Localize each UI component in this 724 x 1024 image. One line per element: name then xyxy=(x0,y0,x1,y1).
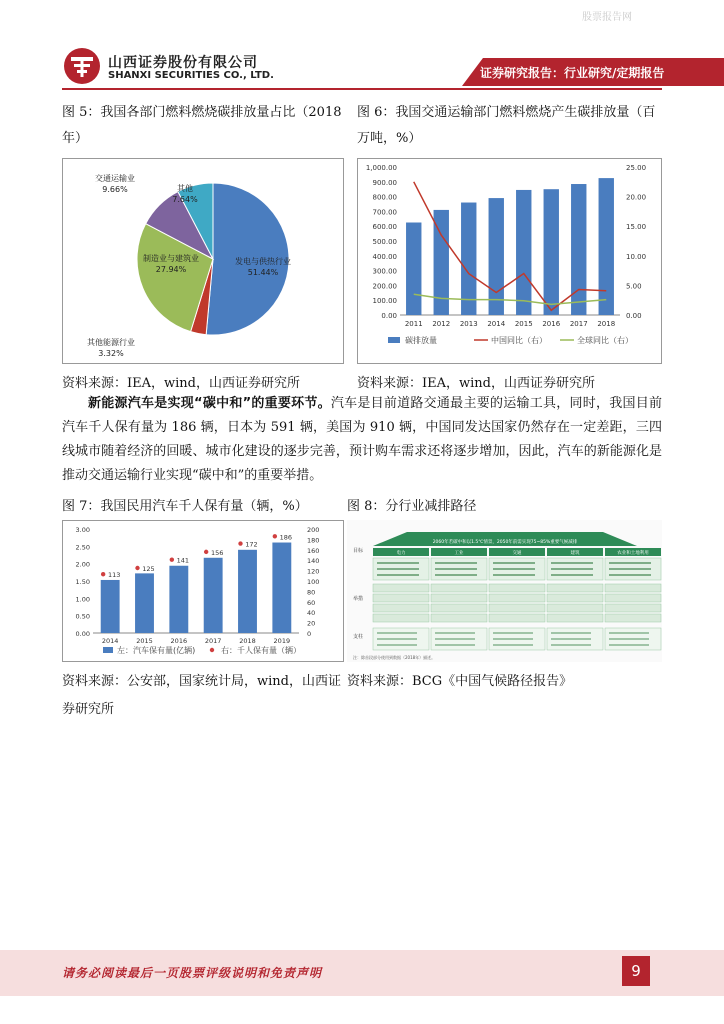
measure-cell xyxy=(373,594,429,602)
pillar-line xyxy=(377,644,417,646)
bar xyxy=(406,223,421,316)
measure-cell xyxy=(547,584,603,592)
x-tick: 2014 xyxy=(101,637,119,645)
pillar-line xyxy=(609,632,649,634)
x-tick: 2012 xyxy=(432,320,451,328)
bar xyxy=(238,550,257,633)
data-point xyxy=(135,566,139,570)
pie-label: 其他 xyxy=(177,184,193,193)
y-right-tick: 60 xyxy=(307,598,316,607)
y-left-tick: 700.00 xyxy=(372,208,397,217)
measure-cell xyxy=(489,614,545,622)
measure-cell xyxy=(605,614,661,622)
pillar-line xyxy=(435,644,475,646)
y-left-tick: 1.00 xyxy=(75,595,90,604)
bar xyxy=(599,178,614,315)
bar xyxy=(135,573,154,633)
pillar-line xyxy=(493,644,533,646)
measure-cell xyxy=(605,584,661,592)
legend-label: 左：汽车保有量(亿辆) xyxy=(117,646,196,655)
measure-cell xyxy=(605,604,661,612)
target-line xyxy=(551,574,593,576)
pillar-line xyxy=(551,638,591,640)
y-left-tick: 1.50 xyxy=(75,578,90,586)
combo-chart-transport xyxy=(358,159,661,363)
data-label: 141 xyxy=(176,556,190,565)
y-right-tick: 100 xyxy=(307,578,320,586)
legend-swatch xyxy=(210,648,214,652)
measure-cell xyxy=(605,594,661,602)
sector-name: 农业和土地利用 xyxy=(617,551,649,556)
pie-value: 27.94% xyxy=(155,265,187,274)
measure-cell xyxy=(431,604,487,612)
measure-cell xyxy=(489,604,545,612)
pillar-line xyxy=(435,632,475,634)
company-name-en: SHANXI SECURITIES CO., LTD. xyxy=(108,70,274,81)
target-line xyxy=(493,568,535,570)
fig8-diagram xyxy=(347,520,662,662)
bar xyxy=(544,189,559,315)
y-left-tick: 0.50 xyxy=(75,612,90,621)
x-tick: 2016 xyxy=(542,320,561,328)
bar xyxy=(461,203,476,315)
x-tick: 2013 xyxy=(459,320,478,328)
y-left-tick: 0.00 xyxy=(75,630,90,638)
pie-value: 9.66% xyxy=(102,185,128,194)
x-tick: 2016 xyxy=(170,637,188,645)
bar xyxy=(272,543,291,633)
pillar-line xyxy=(435,638,475,640)
pillar-line xyxy=(377,638,417,640)
pillar-line xyxy=(551,632,591,634)
fig7-title: 图 7：我国民用汽车千人保有量（辆，%） xyxy=(62,499,308,514)
target-line xyxy=(435,568,477,570)
fig6-chart xyxy=(357,158,662,364)
pillar-line xyxy=(493,632,533,634)
row-label: 支柱 xyxy=(353,634,364,640)
fig6-source: 资料来源：IEA，wind，山西证券研究所 xyxy=(357,376,595,391)
measure-cell xyxy=(489,594,545,602)
y-left-tick: 500.00 xyxy=(372,238,397,246)
body-paragraph xyxy=(62,392,662,488)
y-left-tick: 300.00 xyxy=(372,267,397,276)
y-left-tick: 600.00 xyxy=(372,223,397,232)
data-point xyxy=(204,550,208,554)
y-right-tick: 0.00 xyxy=(626,312,642,320)
pie-chart xyxy=(63,159,343,363)
target-line xyxy=(377,568,419,570)
bar xyxy=(101,580,120,633)
y-right-tick: 80 xyxy=(307,588,316,597)
y-right-tick: 20 xyxy=(307,619,316,628)
y-left-tick: 100.00 xyxy=(372,297,397,306)
target-line xyxy=(551,568,593,570)
legend-label: 右：千人保有量（辆） xyxy=(221,646,301,655)
fig6-title: 图 6：我国交通运输部门燃料燃烧产生碳排放量（百万吨，%） xyxy=(357,105,656,146)
data-label: 172 xyxy=(245,540,258,549)
para-body: 汽车是目前道路交通最主要的运输工具，同时，我国目前汽车千人保有量为 186 辆，日本为 591 辆，美国为 910 辆，中国同发达国家仍然存在一定差距，三四线城市随着经济的回暖、城市化建设的逐步完善，预计购车需求还将逐步增加，因此，汽车的新能源化是推动交通运输行业实现“碳中和”的重要举措。 xyxy=(62,396,662,483)
fig7-chart xyxy=(62,520,344,662)
row-label: 举措 xyxy=(353,596,364,602)
target-line xyxy=(435,562,477,564)
y-right-tick: 10.00 xyxy=(626,252,647,261)
legend-label: 中国同比（右） xyxy=(491,336,547,345)
x-tick: 2015 xyxy=(514,320,533,328)
legend-swatch xyxy=(103,647,113,653)
x-tick: 2018 xyxy=(239,637,256,645)
fig8-title: 图 8：分行业减排路径 xyxy=(347,499,477,514)
target-line xyxy=(435,574,477,576)
y-right-tick: 0 xyxy=(307,630,312,638)
measure-cell xyxy=(431,594,487,602)
measure-cell xyxy=(431,614,487,622)
y-right-tick: 5.00 xyxy=(626,282,642,291)
footer-disclaimer: 请务必阅读最后一页股票评级说明和免责声明 xyxy=(62,966,323,980)
legend-label: 碳排放量 xyxy=(405,336,437,345)
pillar-line xyxy=(609,638,649,640)
data-label: 156 xyxy=(210,548,224,557)
data-point xyxy=(170,557,174,561)
measure-cell xyxy=(373,604,429,612)
y-left-tick: 0.00 xyxy=(381,312,397,320)
data-point xyxy=(101,572,105,576)
y-right-tick: 140 xyxy=(307,557,320,566)
combo-chart-cars xyxy=(63,521,343,661)
reduction-path-diagram xyxy=(347,520,662,662)
page-number: 9 xyxy=(622,956,650,986)
y-left-tick: 200.00 xyxy=(372,282,397,291)
fig7-source: 资料来源：公安部，国家统计局，wind，山西证券研究所 xyxy=(62,674,341,717)
bar xyxy=(571,184,586,315)
pillar-line xyxy=(551,644,591,646)
pie-value: 3.32% xyxy=(98,349,124,358)
pillar-line xyxy=(609,644,649,646)
x-tick: 2019 xyxy=(273,637,291,645)
measure-cell xyxy=(547,614,603,622)
header-rule xyxy=(62,88,662,90)
pillar-line xyxy=(493,638,533,640)
data-label: 125 xyxy=(142,565,155,573)
data-point xyxy=(273,534,277,538)
data-label: 113 xyxy=(107,571,121,580)
bar xyxy=(169,566,188,633)
bar xyxy=(516,190,531,315)
y-right-tick: 40 xyxy=(307,609,316,618)
diagram-note: 注：除首段部分使用到数据（2018年）描述。 xyxy=(353,655,436,660)
fig5-chart xyxy=(62,158,344,364)
y-right-tick: 180 xyxy=(307,536,320,545)
y-left-tick: 400.00 xyxy=(372,252,397,261)
fig5-source: 资料来源：IEA，wind，山西证券研究所 xyxy=(62,376,300,391)
x-tick: 2017 xyxy=(569,320,588,328)
x-tick: 2018 xyxy=(597,320,616,328)
target-line xyxy=(609,562,651,564)
y-left-tick: 3.00 xyxy=(75,526,90,534)
measure-cell xyxy=(489,584,545,592)
y-left-tick: 800.00 xyxy=(372,193,397,202)
para-lead: 新能源汽车是实现“碳中和”的重要环节。 xyxy=(88,396,331,411)
y-right-tick: 160 xyxy=(307,546,320,555)
sector-name: 电力 xyxy=(396,551,406,556)
y-right-tick: 15.00 xyxy=(626,223,647,232)
measure-cell xyxy=(431,584,487,592)
report-type-label: 证券研究报告：行业研究/定期报告 xyxy=(480,66,665,80)
company-logo-icon xyxy=(62,46,102,86)
diagram-banner-text: 2060年若碳中和以1.5℃情景，2050年前需实现75~85%重要气候减排 xyxy=(432,540,578,545)
row-label: 目标 xyxy=(353,548,364,554)
target-line xyxy=(609,568,651,570)
y-left-tick: 900.00 xyxy=(372,178,397,187)
y-right-tick: 120 xyxy=(307,567,320,576)
pie-label: 其他能源行业 xyxy=(87,338,135,347)
sector-name: 建筑 xyxy=(570,551,580,556)
bar xyxy=(204,558,223,633)
pie-label: 交通运输业 xyxy=(95,174,135,183)
y-left-tick: 2.50 xyxy=(75,543,90,552)
target-line xyxy=(609,574,651,576)
measure-cell xyxy=(373,614,429,622)
company-name-cn: 山西证券股份有限公司 xyxy=(108,55,258,71)
measure-cell xyxy=(547,604,603,612)
measure-cell xyxy=(373,584,429,592)
sector-name: 工业 xyxy=(454,551,464,556)
target-line xyxy=(377,574,419,576)
data-label: 186 xyxy=(279,533,293,542)
x-tick: 2017 xyxy=(204,637,222,645)
header xyxy=(0,0,724,92)
legend-label: 全球同比（右） xyxy=(577,336,633,345)
y-left-tick: 1,000.00 xyxy=(365,164,397,172)
y-right-tick: 200 xyxy=(307,526,320,534)
legend-swatch xyxy=(388,337,400,343)
bar xyxy=(489,198,504,315)
data-point xyxy=(238,541,242,545)
fig8-source: 资料来源：BCG《中国气候路径报告》 xyxy=(347,674,573,689)
sector-name: 交通 xyxy=(512,551,522,556)
target-line xyxy=(377,562,419,564)
fig5-title: 图 5：我国各部门燃料燃烧碳排放量占比（2018 年） xyxy=(62,105,342,146)
watermark: 股票报告网 xyxy=(582,12,632,23)
y-left-tick: 2.00 xyxy=(75,560,90,569)
pie-label: 发电与供热行业 xyxy=(235,257,291,266)
target-line xyxy=(493,574,535,576)
pie-value: 7.64% xyxy=(172,195,198,204)
measure-cell xyxy=(547,594,603,602)
pillar-line xyxy=(377,632,417,634)
pie-label: 制造业与建筑业 xyxy=(143,254,199,263)
target-line xyxy=(551,562,593,564)
target-line xyxy=(493,562,535,564)
y-right-tick: 25.00 xyxy=(626,164,647,172)
x-tick: 2015 xyxy=(136,637,153,645)
pie-value: 51.44% xyxy=(247,268,279,277)
x-tick: 2014 xyxy=(487,320,506,328)
y-right-tick: 20.00 xyxy=(626,193,647,202)
x-tick: 2011 xyxy=(404,320,423,328)
